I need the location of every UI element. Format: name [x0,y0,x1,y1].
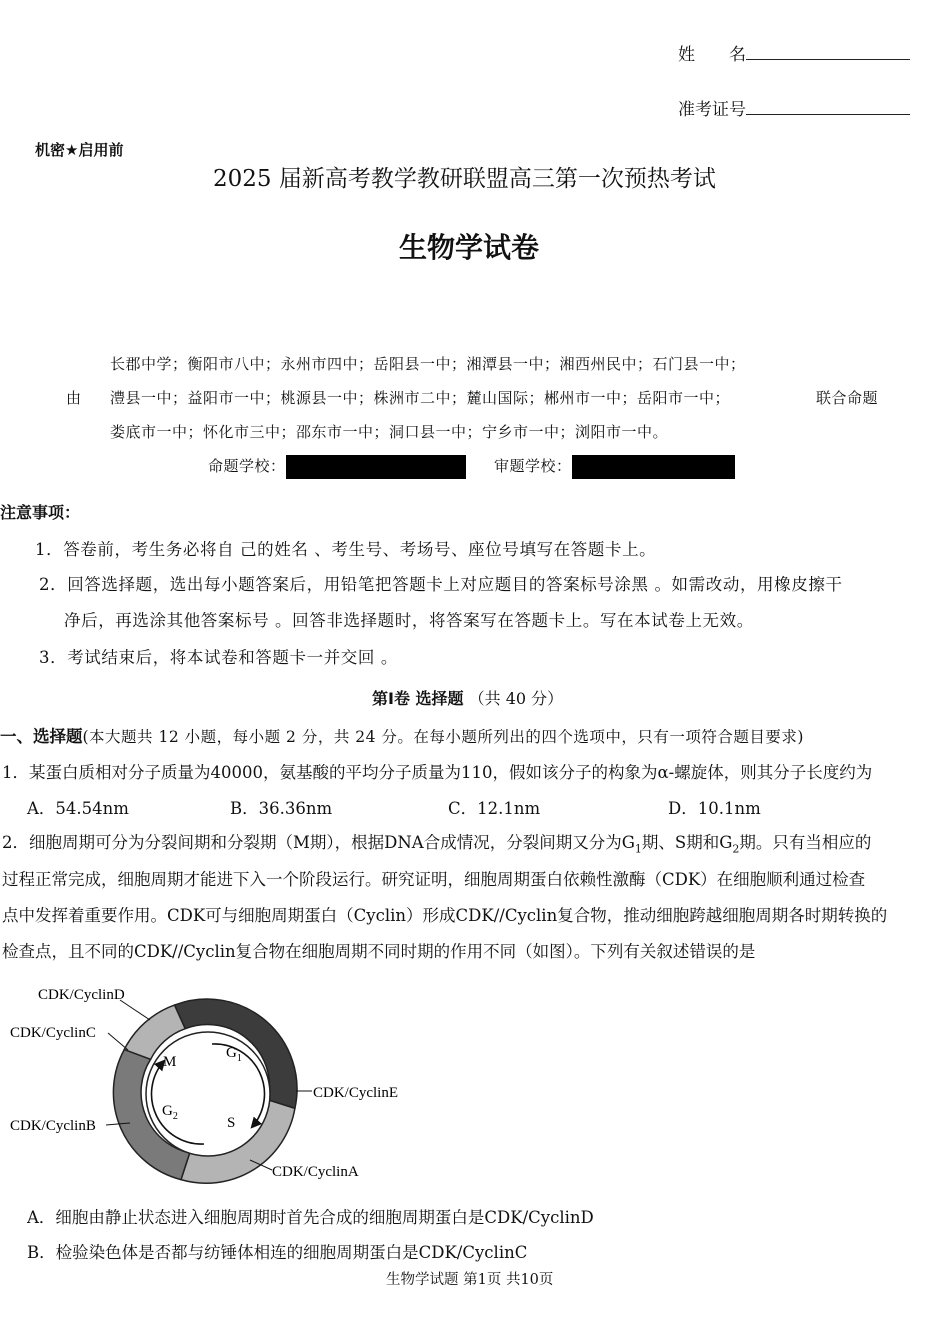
part-title-row [0,723,804,747]
schools-prefix: 由 [66,389,82,407]
name-label: 姓 名 [678,45,746,65]
q1-stem: 1．某蛋白质相对分子质量为40000，氨基酸的平均分子质量为110，假如该分子的构象为α-螺旋体，则其分子长度约为 [2,763,873,782]
phase-m: M [163,1054,177,1070]
label-cyclin-e: CDK/CyclinE [313,1085,398,1101]
setter-label: 命题学校： [208,457,286,475]
exam-number-label: 准考证号 [678,100,746,120]
q2-line-4: 检查点，且不同的CDK//Cyclin复合物在细胞周期不同时期的作用不同（如图）。下列有关叙述错误的是 [2,942,756,961]
schools-line-3: 娄底市一中；怀化市三中；邵东市一中；洞口县一中；宁乡市一中；浏阳市一中。 [110,423,669,441]
notice-item-3: 3．考试结束后，将本试卷和答题卡一并交回 。 [39,648,398,667]
notice-item-1: 1．答卷前，考生务必将自 己的姓名 、考生号、考场号、座位号填写在答题卡上。 [35,540,657,559]
section-heading-label: 第Ⅰ卷 选择题 [372,689,464,708]
confidential-mark: 机密★启用前 [35,141,124,159]
label-cyclin-a: CDK/CyclinA [272,1164,359,1180]
name-field-row [678,40,910,65]
q2-option-b: B．检验染色体是否都与纺锤体相连的细胞周期蛋白是CDK/CyclinC [27,1243,528,1262]
label-cyclin-c: CDK/CyclinC [10,1025,96,1041]
q1-option-b: B．36.36nm [230,799,333,818]
phase-g1: $G_1$ [226,1045,242,1064]
notice-item-2a: 2．回答选择题，选出每小题答案后，用铅笔把答题卡上对应题目的答案标号涂黑 。如需改动，用橡皮擦干 [39,575,843,594]
reviewer-label: 审题学校： [494,457,572,475]
label-cyclin-b: CDK/CyclinB [10,1118,96,1134]
exam-number-blank [746,98,910,115]
q1-option-a: A．54.54nm [27,799,129,818]
schools-line-2: 澧县一中；益阳市一中；桃源县一中；株洲市二中；麓山国际；郴州市一中；岳阳市一中； [110,389,731,407]
phase-s: S [227,1115,236,1131]
q2-line-1 [2,829,871,855]
reviewer-redaction [572,455,735,479]
exam-title: 2025 届新高考教学教研联盟高三第一次预热考试 [213,166,716,192]
q2-line-1c: 期。只有当相应的 [739,833,872,852]
q2-line-3: 点中发挥着重要作用。CDK可与细胞周期蛋白（Cyclin）形成CDK//Cyclin复合物，推动细胞跨越细胞周期各时期转换的 [2,906,888,925]
notice-item-2b: 净后，再选涂其他答案标号 。回答非选择题时，将答案写在答题卡上。写在本试卷上无效。 [64,611,754,630]
phase-g2: $G_2$ [162,1103,178,1122]
q2-line-1b: 期、S期和G [641,833,733,852]
setter-redaction [286,455,466,479]
section-heading [372,686,563,709]
q2-g1-sub: 1 [634,842,642,856]
page-footer: 生物学试题 第1页 共10页 [386,1272,554,1288]
exam-number-field-row [678,95,910,120]
notice-title: 注意事项： [0,503,81,522]
schools-suffix: 联合命题 [816,389,879,407]
part-title: 一、选择题 [0,727,83,746]
q2-line-2: 过程正常完成，细胞周期才能进下入一个阶段运行。研究证明，细胞周期蛋白依赖性激酶（CDK）在细胞顺利通过检查 [2,870,866,889]
section-heading-score: （共 40 分） [468,689,564,708]
q2-line-1a: 2．细胞周期可分为分裂间期和分裂期（M期），根据DNA合成情况，分裂间期又分为G [2,833,635,852]
part-description: (本大题共 12 小题，每小题 2 分，共 24 分。在每小题所列出的四个选项中，只有一项符合题目要求) [82,728,804,746]
cell-cycle-diagram [0,975,440,1190]
reviewer-row [494,455,735,479]
q2-g2-sub: 2 [732,842,740,856]
schools-line-1: 长郡中学；衡阳市八中；永州市四中；岳阳县一中；湘潭县一中；湘西州民中；石门县一中； [110,355,746,373]
q1-option-c: C．12.1nm [448,799,541,818]
name-blank [746,43,910,60]
setter-row [208,455,466,479]
q1-option-d: D．10.1nm [668,799,761,818]
q2-option-a: A．细胞由静止状态进入细胞周期时首先合成的细胞周期蛋白是CDK/CyclinD [27,1208,594,1227]
label-cyclin-d: CDK/CyclinD [38,987,125,1003]
subject-title: 生物学试卷 [399,231,540,264]
